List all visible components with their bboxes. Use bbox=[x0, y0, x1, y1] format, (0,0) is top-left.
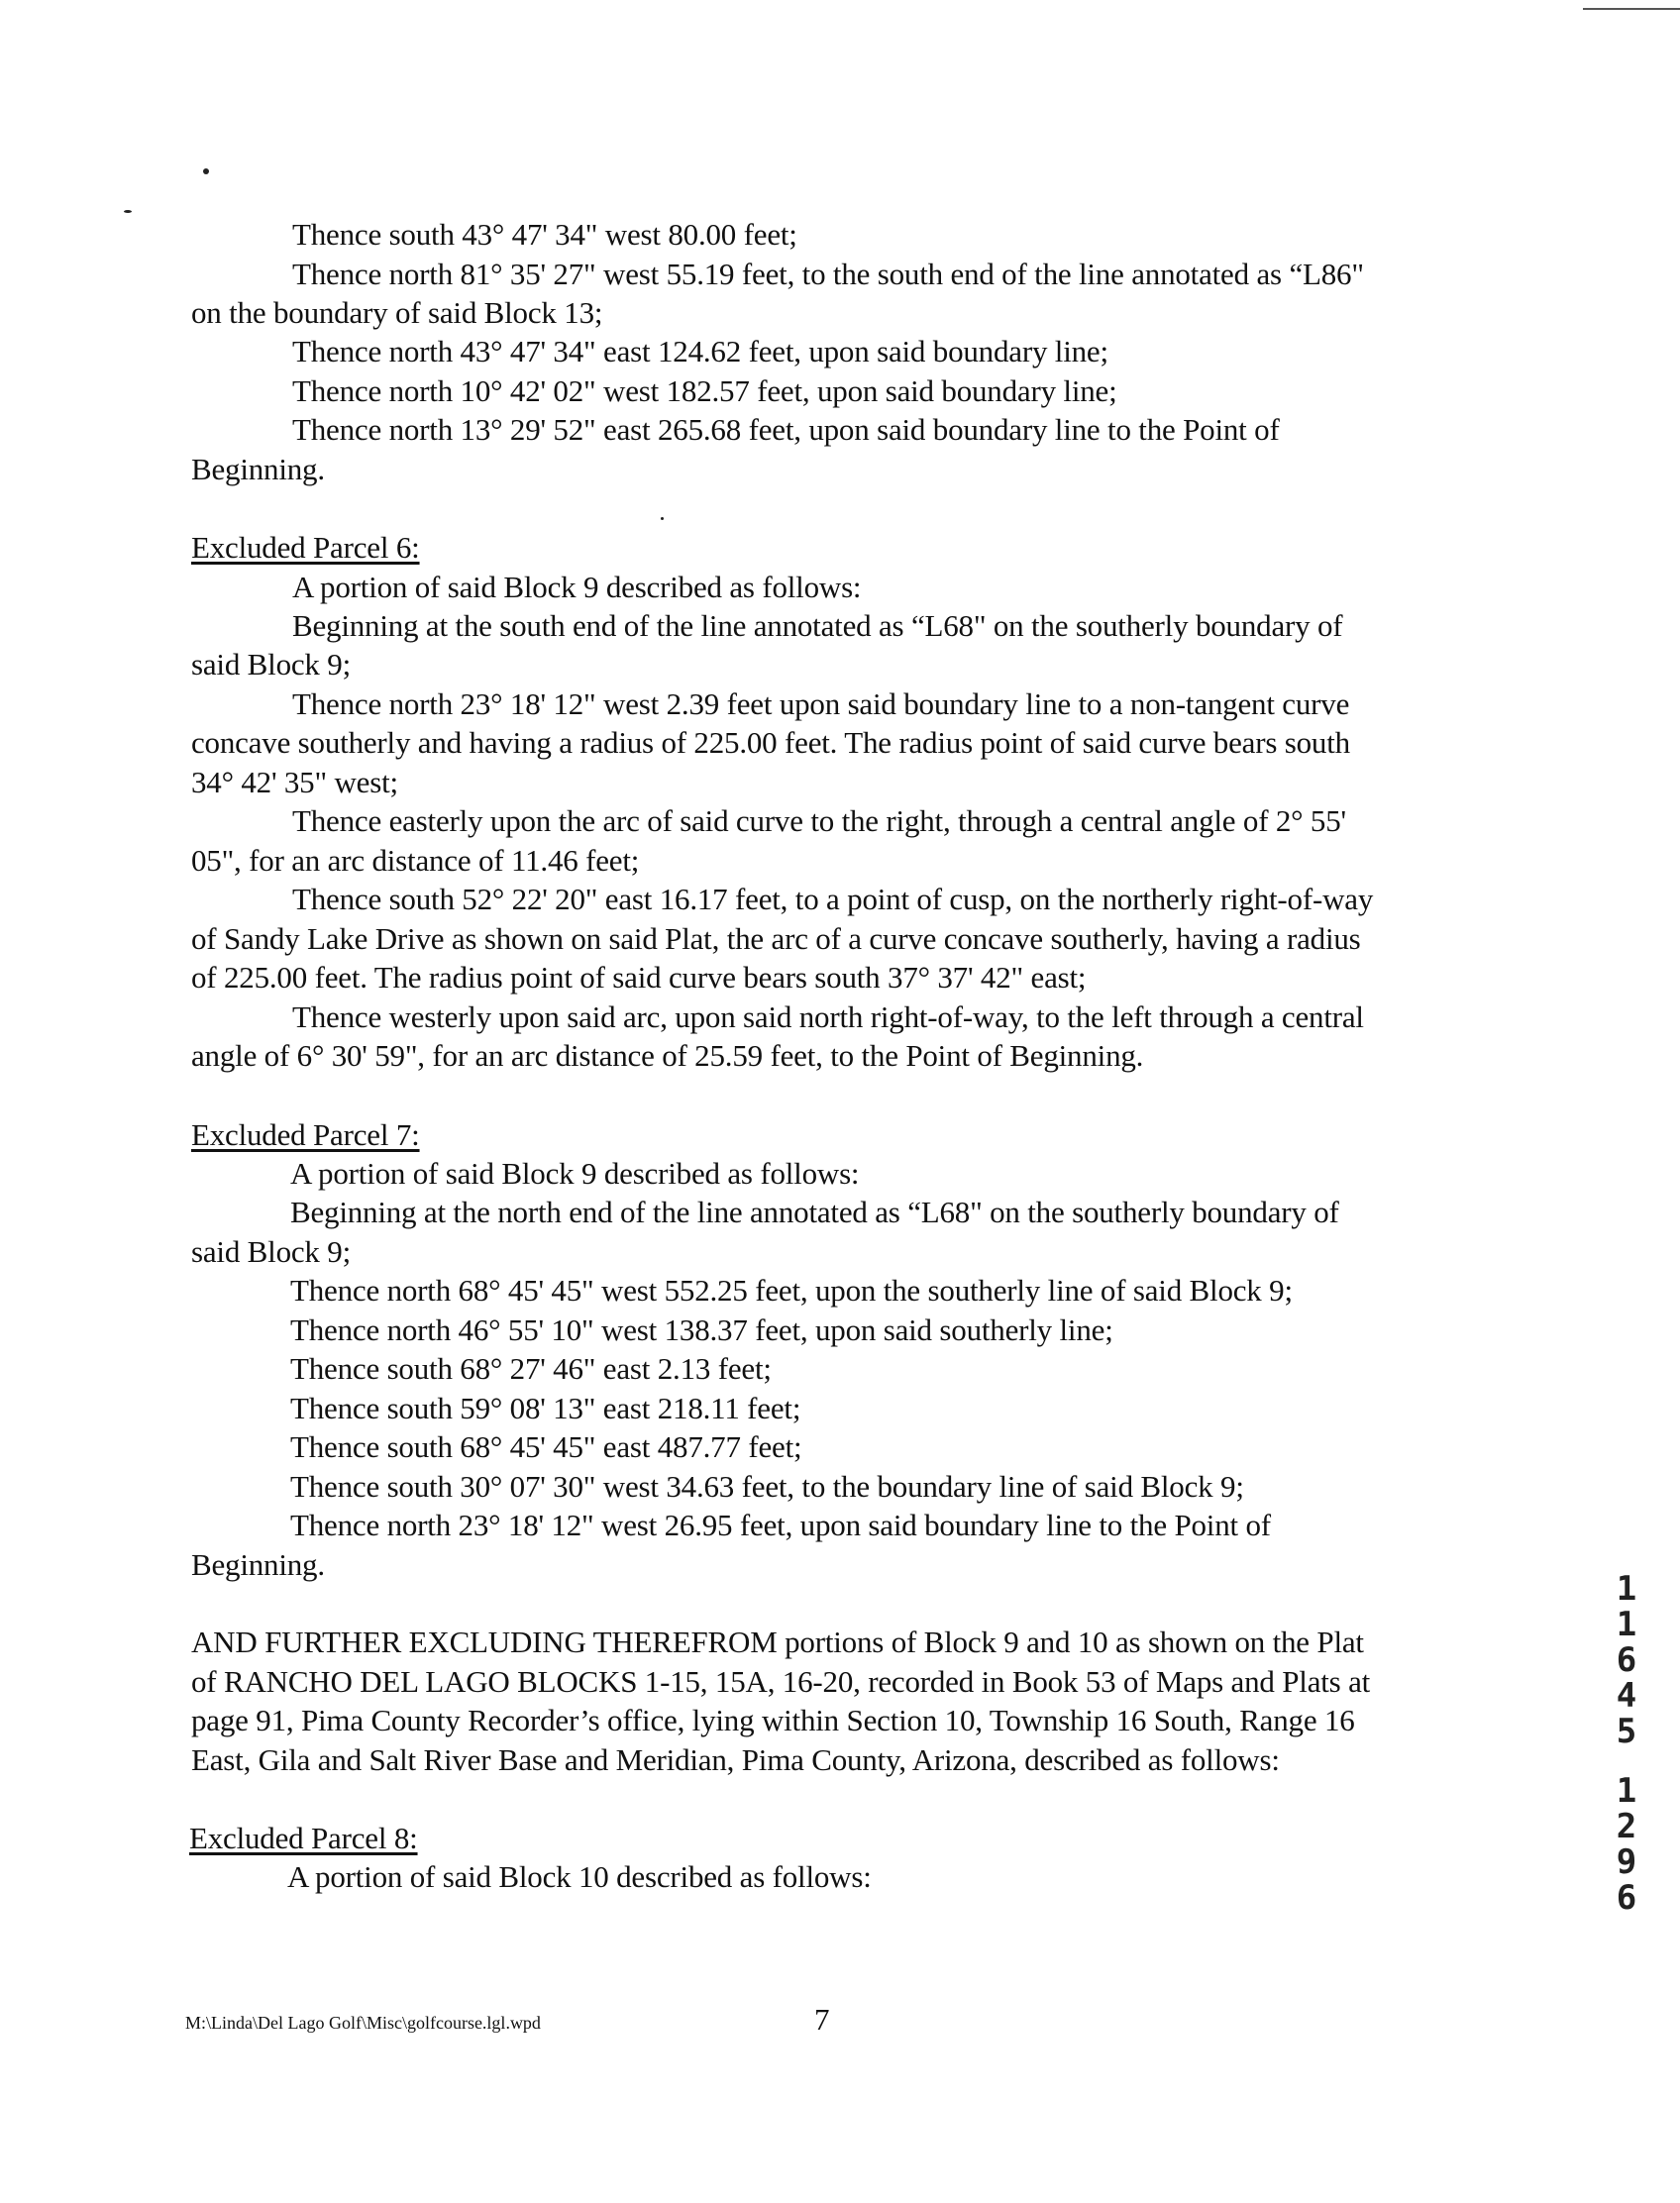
scan-speck bbox=[124, 210, 132, 213]
text-line: Thence south 43° 47' 34" west 80.00 feet; bbox=[292, 217, 797, 252]
text-line: Thence north 43° 47' 34" east 124.62 feet, upon said boundary line; bbox=[292, 334, 1108, 368]
scan-speck bbox=[203, 168, 209, 174]
text-line: Thence north 23° 18' 12" west 2.39 feet upon said boundary line to a non-tangent curve bbox=[292, 686, 1350, 721]
margin-stamp-digit: 5 bbox=[1616, 1712, 1637, 1751]
text-line: angle of 6° 30' 59", for an arc distance of 25.59 feet, to the Point of Beginning. bbox=[191, 1038, 1144, 1073]
text-line: A portion of said Block 10 described as follows: bbox=[287, 1859, 872, 1894]
text-line: Thence north 81° 35' 27" west 55.19 feet, to the south end of the line annotated as “L86" bbox=[292, 257, 1364, 291]
margin-stamp-digit: 4 bbox=[1616, 1676, 1637, 1716]
text-line: Beginning. bbox=[191, 1547, 325, 1582]
margin-stamp-digit: 1 bbox=[1616, 1605, 1637, 1644]
text-line: concave southerly and having a radius of 225.00 feet. The radius point of said curve bears south bbox=[191, 725, 1350, 760]
page-number: 7 bbox=[814, 2002, 830, 2037]
text-line: Thence south 30° 07' 30" west 34.63 feet, to the boundary line of said Block 9; bbox=[290, 1469, 1244, 1504]
margin-stamp-digit: 1 bbox=[1616, 1569, 1637, 1609]
text-line: A portion of said Block 9 described as follows: bbox=[292, 570, 862, 604]
text-line: Thence south 68° 45' 45" east 487.77 feet; bbox=[290, 1429, 802, 1464]
text-line: Thence north 10° 42' 02" west 182.57 feet, upon said boundary line; bbox=[292, 373, 1117, 408]
scan-speck bbox=[661, 517, 664, 520]
text-line: Beginning at the north end of the line annotated as “L68" on the southerly boundary of bbox=[290, 1195, 1339, 1229]
parcel-7-heading: Excluded Parcel 7: bbox=[191, 1117, 420, 1152]
margin-stamp-digit: 6 bbox=[1616, 1878, 1637, 1918]
margin-stamp-digit: 2 bbox=[1616, 1807, 1637, 1846]
scan-edge-mark bbox=[1583, 8, 1680, 10]
text-line: of Sandy Lake Drive as shown on said Plat, the arc of a curve concave southerly, having a radius bbox=[191, 921, 1361, 956]
text-line: A portion of said Block 9 described as follows: bbox=[290, 1156, 860, 1191]
parcel-8-heading: Excluded Parcel 8: bbox=[189, 1821, 418, 1855]
text-line: Thence north 23° 18' 12" west 26.95 feet, upon said boundary line to the Point of bbox=[290, 1508, 1271, 1542]
text-line: Beginning at the south end of the line annotated as “L68" on the southerly boundary of bbox=[292, 608, 1343, 643]
margin-stamp-digit: 1 bbox=[1616, 1771, 1637, 1811]
text-line: page 91, Pima County Recorder’s office, lying within Section 10, Township 16 South, Range 16 bbox=[191, 1703, 1355, 1737]
margin-stamp-digit: 6 bbox=[1616, 1640, 1637, 1680]
parcel-6-heading: Excluded Parcel 6: bbox=[191, 530, 420, 565]
text-line: AND FURTHER EXCLUDING THEREFROM portions of Block 9 and 10 as shown on the Plat bbox=[191, 1625, 1364, 1659]
text-line: of RANCHO DEL LAGO BLOCKS 1-15, 15A, 16-20, recorded in Book 53 of Maps and Plats at bbox=[191, 1664, 1371, 1699]
text-line: of 225.00 feet. The radius point of said curve bears south 37° 37' 42" east; bbox=[191, 960, 1087, 995]
text-line: Thence north 13° 29' 52" east 265.68 feet, upon said boundary line to the Point of bbox=[292, 412, 1280, 447]
text-line: Thence north 68° 45' 45" west 552.25 feet, upon the southerly line of said Block 9; bbox=[290, 1273, 1293, 1308]
text-line: 05", for an arc distance of 11.46 feet; bbox=[191, 843, 640, 878]
text-line: Thence south 68° 27' 46" east 2.13 feet; bbox=[290, 1351, 772, 1386]
text-line: East, Gila and Salt River Base and Meridian, Pima County, Arizona, described as follows: bbox=[191, 1742, 1280, 1777]
text-line: said Block 9; bbox=[191, 1234, 351, 1269]
text-line: Thence easterly upon the arc of said curve to the right, through a central angle of 2° 55' bbox=[292, 803, 1346, 838]
text-line: Thence south 59° 08' 13" east 218.11 feet; bbox=[290, 1391, 801, 1425]
text-line: said Block 9; bbox=[191, 647, 351, 682]
margin-stamp-digit: 9 bbox=[1616, 1842, 1637, 1882]
text-line: Beginning. bbox=[191, 452, 325, 486]
text-line: on the boundary of said Block 13; bbox=[191, 295, 603, 330]
text-line: Thence north 46° 55' 10" west 138.37 feet, upon said southerly line; bbox=[290, 1312, 1113, 1347]
text-line: 34° 42' 35" west; bbox=[191, 765, 398, 799]
footer-file-path: M:\Linda\Del Lago Golf\Misc\golfcourse.lgl.wpd bbox=[185, 2013, 541, 2033]
text-line: Thence westerly upon said arc, upon said north right-of-way, to the left through a central bbox=[292, 999, 1364, 1034]
text-line: Thence south 52° 22' 20" east 16.17 feet, to a point of cusp, on the northerly right-of-way bbox=[292, 882, 1374, 916]
